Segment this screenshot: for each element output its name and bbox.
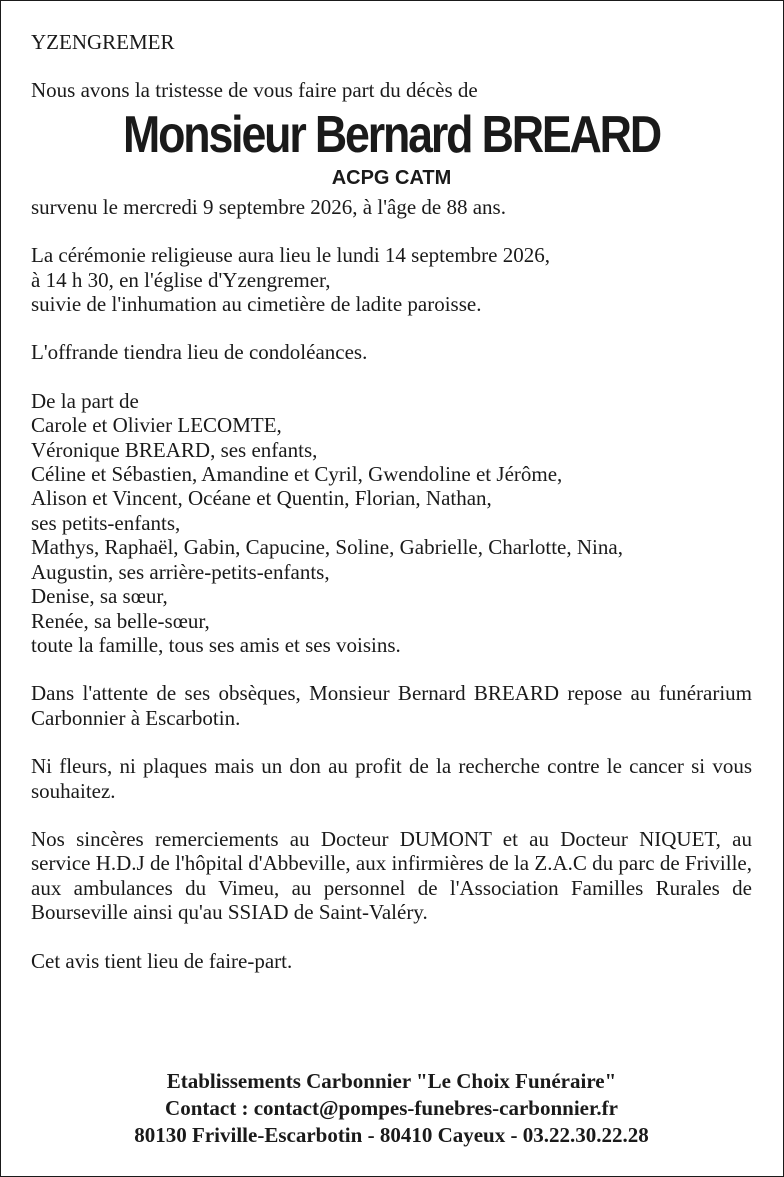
contact-line: Contact : contact@pompes-funebres-carbonnier.fr: [165, 1096, 618, 1120]
repose-paragraph: Dans l'attente de ses obsèques, Monsieur Bernard BREARD repose au funérarium Carbonnier à Escarbotin.: [31, 681, 752, 730]
family-line: ses petits-enfants,: [31, 510, 181, 535]
family-line: toute la famille, tous ses amis et ses voisins.: [31, 632, 401, 657]
family-line: Augustin, ses arrière-petits-enfants,: [31, 559, 330, 584]
family-line: Mathys, Raphaël, Gabin, Capucine, Soline, Gabrielle, Charlotte, Nina,: [31, 535, 623, 560]
family-line: Céline et Sébastien, Amandine et Cyril, Gwendoline et Jérôme,: [31, 462, 563, 487]
funeral-home-footer: [31, 1068, 752, 1149]
deceased-name: Monsieur Bernard BREARD: [123, 105, 660, 164]
town-heading: YZENGREMER: [31, 30, 175, 54]
family-line: Carole et Olivier LECOMTE,: [31, 413, 282, 438]
company-name: Etablissements Carbonnier "Le Choix Funéraire": [166, 1069, 617, 1093]
death-line: survenu le mercredi 9 septembre 2026, à l'âge de 88 ans.: [31, 194, 506, 219]
affiliation: ACPG CATM: [331, 166, 452, 189]
family-line: Denise, sa sœur,: [31, 584, 168, 609]
family-block: [31, 389, 752, 657]
family-line: Alison et Vincent, Océane et Quentin, Florian, Nathan,: [31, 486, 492, 511]
family-line: Renée, sa belle-sœur,: [31, 608, 210, 633]
family-line: Véronique BREARD, ses enfants,: [31, 437, 318, 462]
intro-text: Nous avons la tristesse de vous faire part du décès de: [31, 78, 478, 103]
offering-text: L'offrande tiendra lieu de condoléances.: [31, 340, 368, 365]
notice-text: Cet avis tient lieu de faire-part.: [31, 948, 293, 973]
ceremony-line: La cérémonie religieuse aura lieu le lundi 14 septembre 2026,: [31, 243, 550, 268]
ceremony-line: suivie de l'inhumation au cimetière de ladite paroisse.: [31, 292, 482, 317]
address-line: 80130 Friville-Escarbotin - 80410 Cayeux - 03.22.30.22.28: [134, 1123, 649, 1147]
ceremony-block: [31, 243, 752, 316]
obituary-notice: [31, 30, 752, 973]
flowers-paragraph: Ni fleurs, ni plaques mais un don au profit de la recherche contre le cancer si vous souhaitez.: [31, 754, 752, 803]
thanks-paragraph: Nos sincères remerciements au Docteur DUMONT et au Docteur NIQUET, au service H.D.J de l'hôpital d'Abbeville, aux infirmières de la Z.A.C du parc de Friville, aux ambulances du Vimeu, au personnel de l'Association Familles Rurales de Bourseville ainsi qu'au SSIAD de Saint-Valéry.: [31, 826, 752, 925]
family-line: De la part de: [31, 388, 139, 413]
ceremony-line: à 14 h 30, en l'église d'Yzengremer,: [31, 267, 331, 292]
